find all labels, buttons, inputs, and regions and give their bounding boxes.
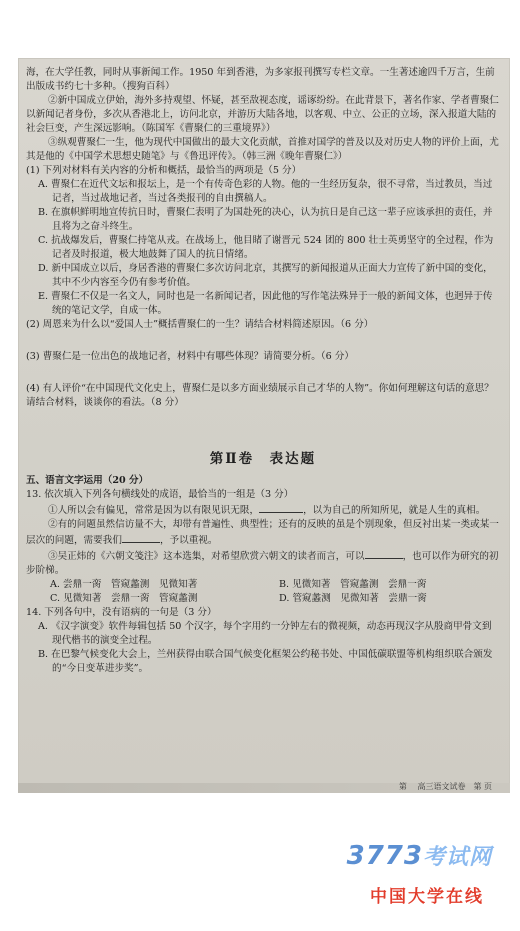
- q13-s2-b: ，予以重视。: [159, 535, 218, 546]
- blank-3: [365, 548, 403, 559]
- watermark-brand: [347, 840, 492, 871]
- q13-s1-b: ，以为自己的所知所见，就是人生的真相。: [303, 505, 486, 516]
- watermark-number: 3773: [346, 841, 423, 871]
- exam-paper-text: [26, 66, 500, 793]
- intro-para-1: 海，在大学任教，同时从事新闻工作。1950 年到香港，为多家报刊撰写专栏文章。一生著述逾四千万言，生前出版成书约七十多种。（搜狗百科）: [26, 67, 495, 92]
- q13-sentence-1: [26, 502, 500, 518]
- q13-choice-b: B. 见微知著 管窥蠡测 尝鼎一脔: [279, 579, 427, 590]
- q1-option-c: C. 抗战爆发后，曹聚仁持笔从戎。在战场上，他目睹了谢晋元 524 团的 800 壮士英勇坚守的全过程，作为记者及时报道，极大地鼓舞了国人的抗日情绪。: [38, 235, 494, 260]
- q13-sentence-3: [26, 548, 500, 578]
- section-title: 第Ⅱ卷 表达题: [209, 451, 317, 467]
- q13-s3-b: ，也可以作为研究的初步阶梯。: [26, 551, 499, 576]
- question-13: 13. 依次填入下列各句横线处的成语，最恰当的一组是（3 分）: [26, 489, 294, 500]
- q1-option-e: E. 曹聚仁不仅是一名文人，同时也是一名新闻记者，因此他的写作笔法殊异于一般的新闻文体，也迥异于传统的笔记文学，自成一体。: [38, 291, 493, 316]
- q13-s1-a: ①人所以会有偏见，常常是因为以有限见识无限，: [48, 505, 260, 516]
- answer-space-3: [26, 364, 500, 382]
- question-1: (1) 下列对材料有关内容的分析和概括，最恰当的两项是（5 分）: [26, 165, 302, 176]
- intro-para-2: ②新中国成立伊始，海外多持观望、怀疑，甚至敌视态度，谣诼纷纷。在此背景下，著名作家、学者曹聚仁以新闻记者身份，多次从香港北上，访问北京，并游历大陆各地，以客观、中立、公正的立场，深入报道大陆的社会巨变，产生深远影响。（陈国军《曹聚仁的三重境界》）: [26, 95, 499, 134]
- q13-choices: [26, 578, 500, 606]
- question-14: 14. 下列各句中，没有语病的一句是（3 分）: [26, 607, 217, 618]
- q1-option-b: B. 在旗帜鲜明地宣传抗日时，曹聚仁表明了为国赴死的决心，认为抗日是自己这一辈子应该承担的责任，并且将为之奋斗终生。: [38, 207, 493, 232]
- blank-2: [122, 532, 160, 543]
- q13-s3-a: ③吴正炜的《六朝文笺注》这本选集，对希望欣赏六朝文的读者而言，可以: [48, 551, 365, 562]
- answer-space-4: [26, 410, 500, 428]
- watermark-brand-text: 考试网: [422, 845, 492, 870]
- q14-option-b: B. 在巴黎气候变化大会上，兰州获得由联合国气候变化框架公约秘书处、中国低碳联盟等机构组织联合颁发的“今日变革进步奖”。: [38, 649, 493, 674]
- q13-s2-a: ②有的问题虽然信访量不大，却带有普遍性、典型性；还有的反映的虽是个别现象，但反衬出某一类或某一层次的问题，需要我们: [26, 519, 499, 546]
- q13-choice-a: A. 尝鼎一脔 管窥蠡测 见微知著: [50, 579, 198, 590]
- q14-option-a: A. 《汉字演变》软件每辑包括 50 个汉字，每个字用约一分钟左右的微视频，动态再现汉字从殷商甲骨文到现代楷书的演变全过程。: [38, 621, 492, 646]
- question-2: (2) 周恩来为什么以“爱国人士”概括曹聚仁的一生？请结合材料简述原因。（6 分）: [26, 319, 374, 330]
- answer-space-2: [26, 332, 500, 350]
- intro-para-3: ③纵观曹聚仁一生，他为现代中国做出的最大文化贡献，首推对国学的普及以及对历史人物的评价上面，尤其是他的《中国学术思想史随笔》与《鲁迅评传》。（韩三洲《晚年曹聚仁》）: [26, 137, 499, 162]
- part-5-heading: 五、语言文字运用（20 分）: [26, 475, 149, 486]
- watermark-subtitle: 中国大学在线: [370, 887, 484, 907]
- blank-1: [259, 502, 303, 513]
- exam-paper-photo: [18, 58, 510, 793]
- q1-option-d: D. 新中国成立以后，身居香港的曹聚仁多次访问北京，其撰写的新闻报道从正面大力宣传了新中国的变化，其中不少内容至今仍有参考价值。: [38, 263, 493, 288]
- q13-choice-c: C. 见微知著 尝鼎一脔 管窥蠡测: [50, 593, 198, 604]
- question-3: (3) 曹聚仁是一位出色的战地记者，材料中有哪些体现？请简要分析。（6 分）: [26, 351, 354, 362]
- question-4: (4) 有人评价“在中国现代文化史上，曹聚仁是以多方面业绩展示自己才华的人物”。你如何理解这句话的意思？请结合材料，谈谈你的看法。（8 分）: [26, 383, 494, 408]
- q13-sentence-2: [26, 518, 500, 548]
- page-footer: [18, 783, 510, 793]
- q1-option-a: A. 曹聚仁在近代文坛和报坛上，是一个有传奇色彩的人物。他的一生经历复杂，很不寻常，当过教员，当过记者，当过战地记者，当过各类报刊的自由撰稿人。: [38, 179, 493, 204]
- answer-space-4b: [26, 428, 500, 446]
- watermark-logo: [292, 840, 492, 920]
- page-footer-text: 第 高三语文试卷 第 页: [398, 782, 492, 791]
- q13-choice-d: D. 管窥蠡测 见微知著 尝鼎一脔: [279, 593, 427, 604]
